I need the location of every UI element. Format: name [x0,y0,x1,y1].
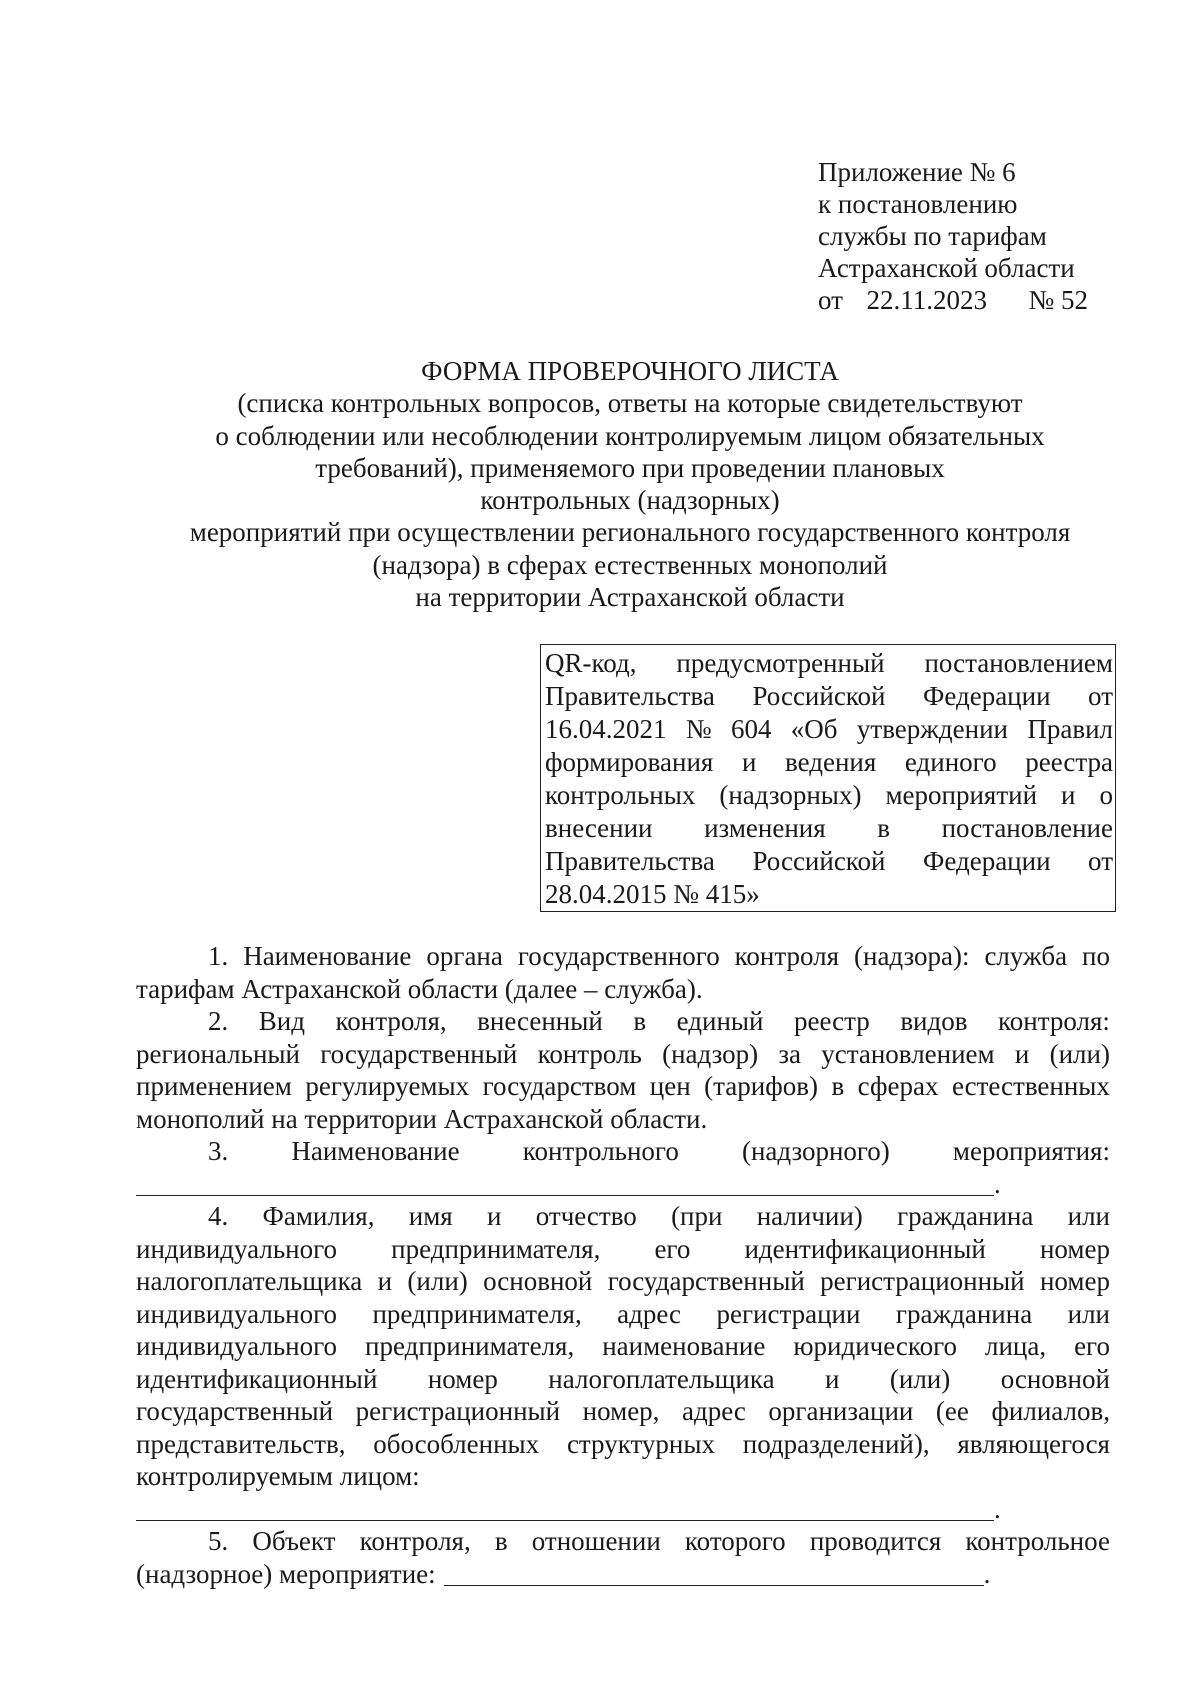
word: государством [482,1071,637,1101]
form-subtitle-line: (списка контрольных вопросов, ответы на которые свидетельствуют [237,388,1023,419]
word: 5. [208,1526,229,1556]
appendix-block [818,156,1158,316]
word: единого [904,747,997,777]
form-subtitle-line: требований), применяемого при проведении плановых [315,452,945,483]
word: его [654,1233,691,1264]
word: организации [768,1396,914,1426]
word: предусмотренный [676,648,885,678]
fill-in-line[interactable] [136,1498,994,1521]
word: Российской [752,681,886,711]
word: QR-код, [545,648,637,678]
word: налогоплательщика [548,1363,775,1394]
word: (надзорного) [741,1136,890,1166]
word: контроля [734,941,840,971]
word: в [633,1006,647,1036]
word: Наименование [243,941,412,971]
word: контроль [537,1038,642,1069]
word: гражданина [897,1201,1034,1231]
word: филиалов, [991,1396,1110,1426]
word: утверждении [856,714,1008,744]
appendix-ref: к постановлению [818,189,1018,219]
word: за [778,1038,802,1069]
item-4-line [136,1363,1110,1396]
word: наличии) [756,1201,863,1231]
period: . [994,1168,1001,1199]
qr-box-line [545,680,1113,713]
word: и [1014,1038,1030,1069]
word: внесенный [477,1006,603,1036]
word: государственный [136,1396,334,1426]
word: идентификационный [744,1233,986,1264]
word: и [741,747,757,777]
word: индивидуального [136,1298,338,1329]
form-subtitle-line: контрольных (надзорных) [480,485,780,516]
word: контроля, [359,1526,471,1556]
word: Правительства [545,846,715,876]
word: юридического [793,1331,958,1361]
item-1-line [136,940,1110,973]
word: структурных [566,1428,715,1459]
qr-box-line [545,746,1113,779]
form-title [120,355,1140,613]
word: контроля: [998,1006,1110,1036]
item-4-line [136,1200,1110,1233]
qr-box-line [545,779,1113,812]
word: Федерации [923,846,1051,876]
item-4-text: контролируемым лицом: [136,1461,420,1491]
word: (при [671,1201,723,1231]
qr-box-line: 28.04.2015 № 415» [545,879,760,909]
word: единый [676,1006,764,1036]
word: мероприятия: [952,1136,1110,1166]
item-4-line [136,1395,1110,1428]
word: являющегося [957,1428,1110,1459]
item-5-line [136,1525,1110,1558]
appendix-decree-number: № 52 [1028,285,1088,315]
word: номер, [582,1396,660,1426]
item-3-line [136,1135,1110,1168]
item-2-line [136,1038,1110,1071]
item-4-line [136,1330,1110,1363]
item-1-line [136,973,1110,1006]
form-heading: ФОРМА ПРОВЕРОЧНОГО ЛИСТА [421,356,839,386]
word: индивидуального [136,1331,338,1361]
word: и [825,1363,840,1394]
item-4-line [136,1298,1110,1331]
word: его [1074,1331,1110,1361]
word: 3. [208,1136,229,1166]
item-2-line [136,1005,1110,1038]
form-body [136,940,1110,1590]
word: Наименование [291,1136,460,1166]
word: подразделений), [742,1428,930,1459]
word: регистрационный [355,1396,561,1426]
item-4-line [136,1265,1110,1298]
appendix-date-prefix: от [818,285,843,315]
word: Объект [252,1526,336,1556]
word: государственного [517,941,720,971]
word: контрольного [522,1136,679,1166]
word: постановлением [924,648,1113,678]
word: индивидуального [136,1233,338,1264]
fill-in-line[interactable] [136,1173,994,1196]
word: государственный [320,1038,518,1069]
word: идентификационный [136,1363,378,1394]
item-2-line [136,1070,1110,1103]
word: региональный [136,1038,301,1069]
word: естественных [951,1071,1110,1101]
appendix-authority: службы по тарифам [818,221,1047,251]
word: номер [1039,1266,1110,1296]
word: Российской [752,846,886,876]
item-5-text: (надзорное) мероприятие: [136,1558,436,1589]
form-subtitle-line: на территории Астраханской области [415,582,845,613]
word: отношении [531,1526,661,1556]
qr-code-box [540,644,1116,912]
word: служба [984,941,1068,971]
word: (надзорных) [719,780,862,810]
word: номер [427,1363,498,1394]
word: и [487,1201,502,1231]
item-4-blank [136,1493,1110,1526]
word: (надзора): [854,941,970,971]
item-4-line [136,1428,1110,1461]
form-subtitle-line: о соблюдении или несоблюдении контролируемым лицом обязательных [215,420,1045,451]
word: регулируемых [305,1071,470,1101]
word: или [1067,1201,1110,1231]
word: регистрационный [820,1266,1025,1296]
item-2-text: монополий на территории Астраханской области. [136,1103,708,1134]
appendix-date: 22.11.2023 [866,285,987,315]
word: о [1099,780,1113,810]
fill-in-line[interactable] [444,1563,984,1586]
word: имя [408,1201,453,1231]
item-4-line [136,1233,1110,1266]
item-2-line [136,1103,1110,1136]
item-3-blank [136,1168,1110,1201]
word: контроля, [335,1006,447,1036]
item-5-line [136,1558,1110,1591]
word: постановление [941,813,1113,843]
word: в [494,1526,508,1556]
word: мероприятий [885,780,1038,810]
word: предпринимателя, [365,1331,575,1361]
word: адрес [681,1396,746,1426]
word: формирования [545,747,714,777]
word: государственный [607,1266,805,1296]
word: и [1061,780,1076,810]
item-4-line [136,1460,1110,1493]
form-subtitle-line: мероприятий при осуществлении регионального государственного контроля [189,517,1071,548]
appendix-region: Астраханской области [818,253,1075,283]
word: налогоплательщика [136,1266,363,1296]
word: реестра [1025,747,1113,777]
word: 2. [208,1006,229,1036]
qr-box-line [545,845,1113,878]
word: внесении [545,813,653,843]
word: номер [1039,1233,1110,1264]
word: (или) [889,1363,951,1394]
word: изменения [704,813,826,843]
word: Фамилия, [262,1201,375,1231]
word: контрольных [545,780,696,810]
word: и [377,1266,393,1296]
period: . [994,1493,1001,1524]
word: сферах [857,1071,939,1101]
word: (тарифов) [704,1071,818,1101]
word: или [1067,1298,1110,1329]
word: 4. [208,1201,229,1231]
appendix-number: Приложение № 6 [818,157,1016,187]
word: (или) [1049,1038,1110,1069]
word: видов [900,1006,968,1036]
word: от [1088,846,1113,876]
word: которого [684,1526,786,1556]
word: 16.04.2021 [545,714,667,744]
item-1-text: тарифам Астраханской области (далее – служба). [136,973,703,1004]
word: ведения [785,747,877,777]
word: лица, [985,1331,1047,1361]
appendix-date-line [818,284,1158,316]
word: предпринимателя, [372,1298,582,1329]
word: реестр [794,1006,870,1036]
qr-box-line [545,647,1113,680]
word: в [831,1071,845,1101]
qr-box-line [545,812,1113,845]
word: Правительства [545,681,715,711]
word: Вид [258,1006,305,1036]
word: контрольное [965,1526,1110,1556]
word: предпринимателя, [391,1233,601,1264]
word: в [877,813,890,843]
word: «Об [790,714,838,744]
period: . [983,1558,991,1589]
word: применением [136,1071,292,1101]
word: Федерации [923,681,1051,711]
word: органа [426,941,503,971]
word: отчество [535,1201,637,1231]
word: установлением [821,1038,995,1069]
word: обособленных [373,1428,540,1459]
word: основной [483,1266,593,1296]
word: (ее [935,1396,969,1426]
qr-box-line [545,713,1113,746]
word: основной [1000,1363,1110,1394]
word: (или) [407,1266,468,1296]
word: (надзор) [662,1038,759,1069]
form-subtitle-line: (надзора) в сферах естественных монополий [372,549,888,580]
word: 604 [730,714,772,744]
word: 1. [208,941,229,971]
word: по [1082,941,1110,971]
word: адрес [617,1298,682,1329]
word: гражданина [895,1298,1033,1329]
word: регистрации [716,1298,861,1329]
word: Правил [1027,714,1113,744]
word: проводится [809,1526,942,1556]
word: от [1088,681,1113,711]
word: цен [649,1071,691,1101]
word: наименование [602,1331,766,1361]
word: представительств, [136,1428,346,1459]
word: № [685,714,712,744]
